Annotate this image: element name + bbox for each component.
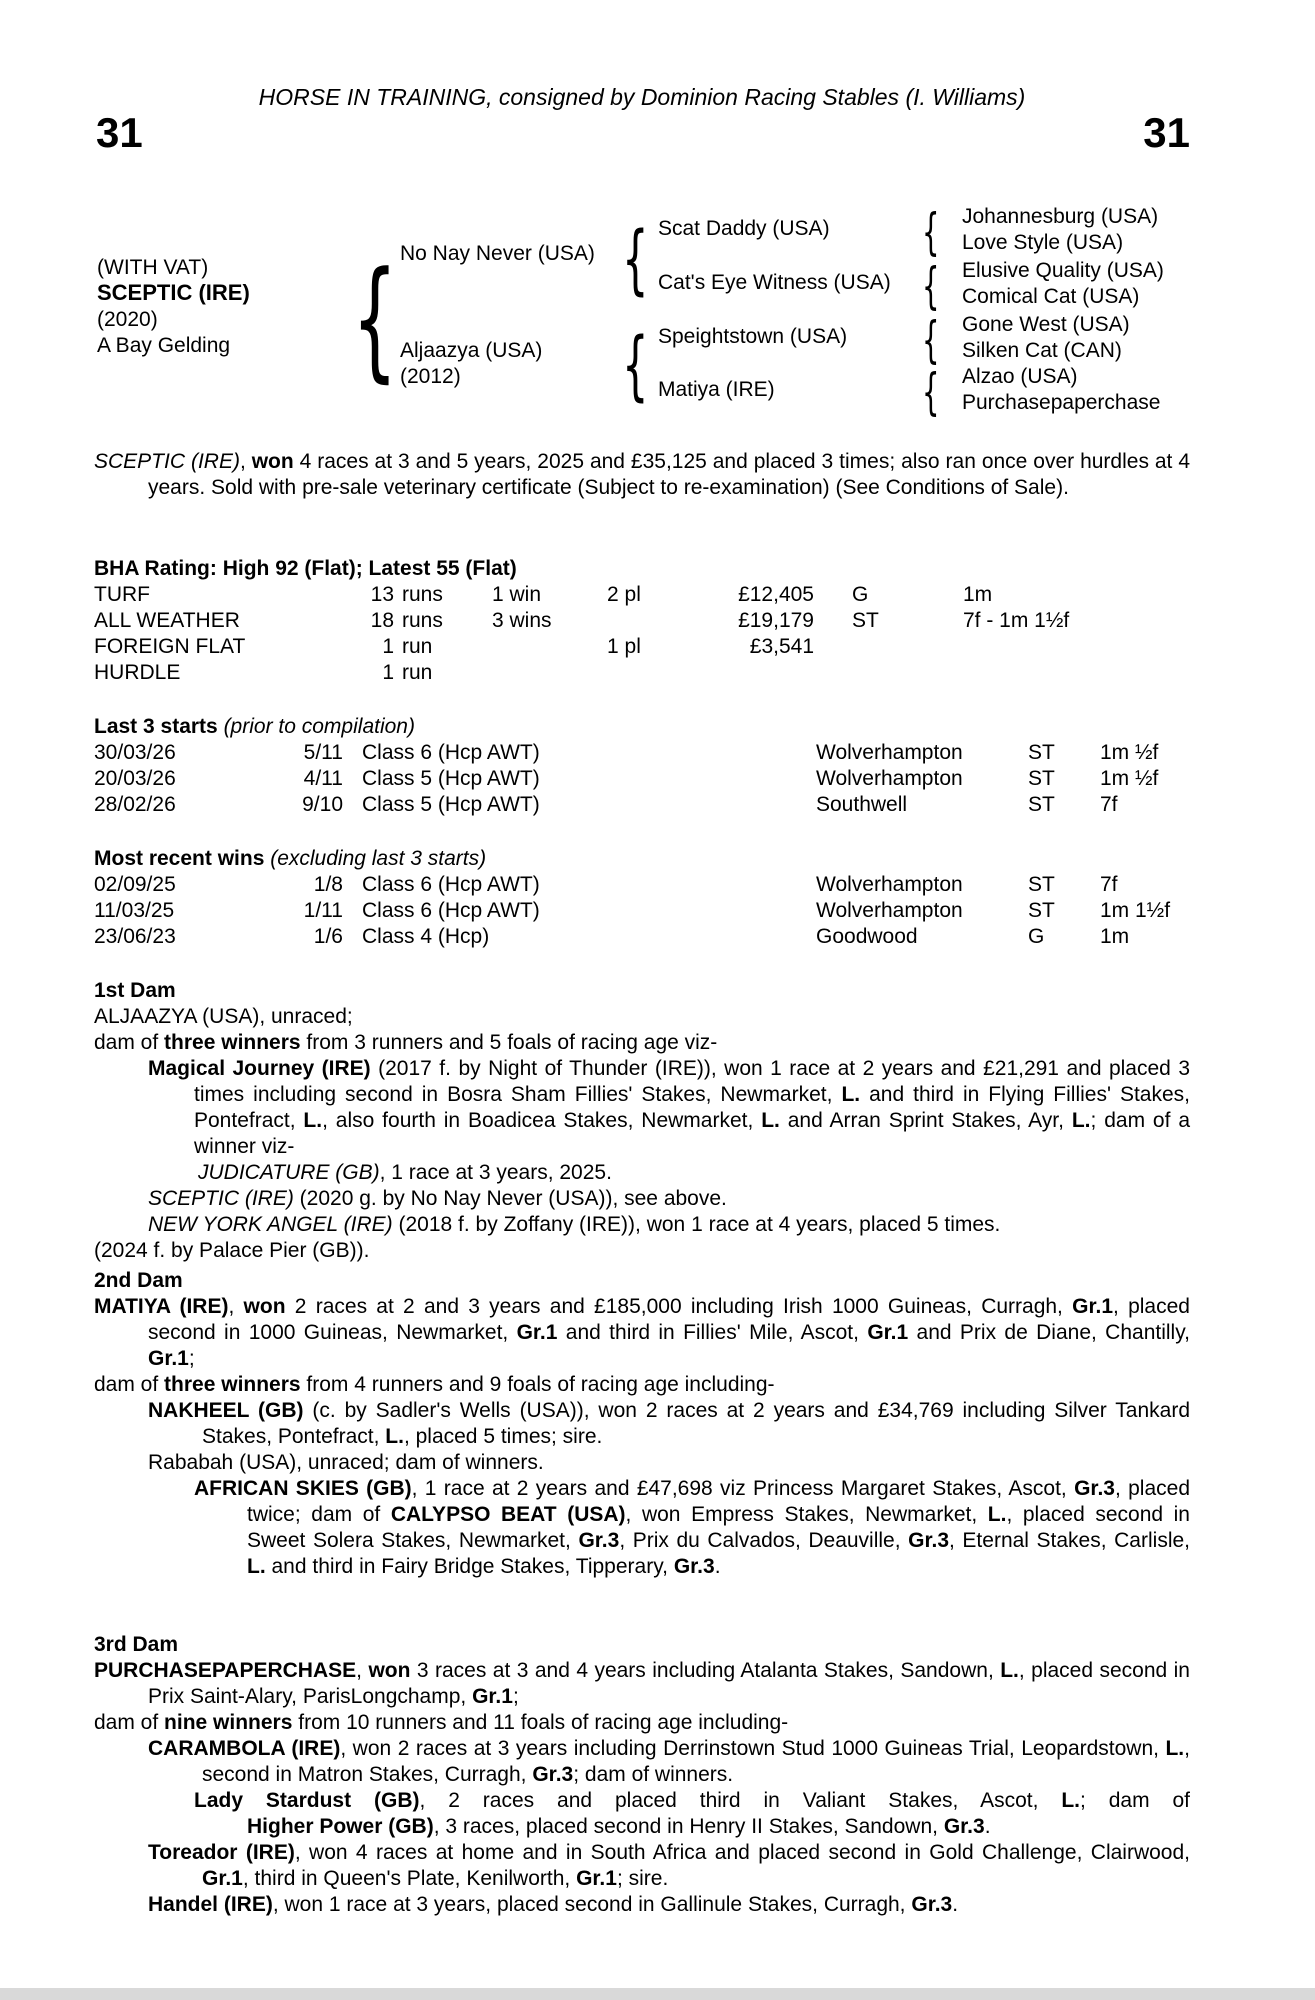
form-distance: 1m ½f — [1100, 767, 1159, 790]
form-distance: 1m — [1100, 925, 1130, 948]
form-race: Class 4 (Hcp) — [362, 925, 490, 948]
bha-distance: 7f - 1m 1½f — [963, 609, 1070, 632]
form-row — [94, 898, 1190, 924]
form-race: Class 6 (Hcp AWT) — [362, 741, 540, 764]
dam-line: MATIYA (IRE), won 2 races at 2 and 3 years and £185,000 including Irish 1000 Guineas, Curragh, Gr.1, placed second in 1000 Guineas, Newmarket, Gr.1 and third in Fillies' Mile, Ascot, Gr.1 and Prix de Diane, Chantilly, Gr.1; — [94, 1295, 1190, 1370]
bha-row — [94, 660, 1190, 686]
bha-category: TURF — [94, 583, 150, 606]
sire-sire-name: Scat Daddy (USA) — [658, 217, 830, 240]
sire-name: No Nay Never (USA) — [400, 242, 595, 265]
recent-wins-section — [94, 846, 1190, 950]
bha-runs-unit: run — [402, 635, 433, 658]
bha-row — [94, 582, 1190, 608]
dam-line: dam of three winners from 4 runners and 9 foals of racing age including- — [94, 1373, 775, 1396]
form-position: 1/6 — [313, 925, 343, 948]
bha-runs-unit: runs — [402, 583, 443, 606]
lot-number-left: 31 — [96, 109, 143, 156]
race-record-section — [94, 449, 1190, 501]
race-record-paragraph: SCEPTIC (IRE), won 4 races at 3 and 5 years, 2025 and £35,125 and placed 3 times; also ran once over hurdles at 4 years. Sold with pre-sale veterinary certificate (Subject to re-examination) (See Conditions of Sale). — [94, 450, 1190, 499]
bha-wins: 3 wins — [492, 609, 552, 632]
pedigree-brace-gp4 — [922, 363, 939, 421]
recent-wins-heading-label: Most recent wins — [94, 847, 265, 870]
bha-category: ALL WEATHER — [94, 609, 240, 632]
bha-distance: 1m — [963, 583, 993, 606]
produce-record: AFRICAN SKIES (GB), 1 race at 2 years and £47,698 viz Princess Margaret Stakes, Ascot, Gr.3, placed twice; dam of CALYPSO BEAT (USA), won Empress Stakes, Newmarket, L., placed second in Sweet Solera Stakes, Newmarket, Gr.3, Prix du Calvados, Deauville, Gr.3, Eternal Stakes, Carlisle, L. and third in Fairy Bridge Stakes, Tipperary, Gr.3. — [194, 1477, 1191, 1578]
recent-wins-heading-note: (excluding last 3 starts) — [264, 847, 487, 870]
form-course: Southwell — [816, 793, 908, 816]
second-dam-heading: 2nd Dam — [94, 1269, 183, 1292]
pedigree-brace-main — [352, 243, 397, 395]
sire-dam-name: Cat's Eye Witness (USA) — [658, 271, 891, 294]
bha-runs: 1 — [382, 635, 394, 658]
foaling-year: (2020) — [97, 308, 158, 331]
form-row — [94, 766, 1190, 792]
bha-runs: 1 — [382, 661, 394, 684]
bha-category: HURDLE — [94, 661, 181, 684]
dam-line: PURCHASEPAPERCHASE, won 3 races at 3 and 4 years including Atalanta Stakes, Sandown, L., placed second in Prix Saint-Alary, ParisLongchamp, Gr.1; — [94, 1659, 1190, 1708]
form-going: ST — [1028, 741, 1055, 764]
form-race: Class 5 (Hcp AWT) — [362, 767, 540, 790]
bha-earnings: £12,405 — [738, 583, 814, 606]
bha-category: FOREIGN FLAT — [94, 635, 246, 658]
form-date: 28/02/26 — [94, 793, 176, 816]
bha-row — [94, 608, 1190, 634]
produce-record: (2024 f. by Palace Pier (GB)). — [94, 1239, 370, 1262]
horse-name: SCEPTIC (IRE) — [97, 280, 250, 305]
great-grandparent-name: Alzao (USA) — [962, 365, 1078, 388]
form-race: Class 6 (Hcp AWT) — [362, 873, 540, 896]
form-row — [94, 740, 1190, 766]
produce-record: SCEPTIC (IRE) (2020 g. by No Nay Never (USA)), see above. — [148, 1187, 727, 1210]
form-course: Wolverhampton — [816, 899, 963, 922]
form-distance: 1m ½f — [1100, 741, 1159, 764]
form-distance: 7f — [1100, 793, 1118, 816]
third-dam-heading: 3rd Dam — [94, 1633, 179, 1656]
produce-record: Handel (IRE), won 1 race at 3 years, placed second in Gallinule Stakes, Curragh, Gr.3. — [148, 1893, 959, 1916]
form-date: 30/03/26 — [94, 741, 176, 764]
bha-places: 2 pl — [607, 583, 641, 606]
form-row — [94, 872, 1190, 898]
produce-record: Lady Stardust (GB), 2 races and placed third in Valiant Stakes, Ascot, L.; dam of — [194, 1789, 1190, 1812]
pedigree-brace-gp1 — [922, 203, 939, 261]
form-going: ST — [1028, 873, 1055, 896]
great-grandparent-name: Love Style (USA) — [962, 231, 1124, 254]
dam-name: Aljaazya (USA) — [400, 339, 543, 362]
produce-record: Higher Power (GB), 3 races, placed second in Henry II Stakes, Sandown, Gr.3. — [247, 1815, 991, 1838]
form-going: G — [1028, 925, 1045, 948]
form-distance: 1m 1½f — [1100, 899, 1171, 922]
pedigree-brace-sire — [622, 216, 649, 302]
last-starts-heading-note: (prior to compilation) — [217, 715, 415, 738]
great-grandparent-name: Silken Cat (CAN) — [962, 339, 1122, 362]
dam-line: dam of nine winners from 10 runners and 11 foals of racing age including- — [94, 1711, 789, 1734]
lot-number-right: 31 — [1143, 109, 1190, 156]
pedigree-brace-gp2 — [922, 257, 939, 315]
bha-places: 1 pl — [607, 635, 641, 658]
last-starts-heading — [94, 714, 1190, 740]
bha-rating-section — [94, 556, 1190, 686]
form-going: ST — [1028, 899, 1055, 922]
produce-record: Rababah (USA), unraced; dam of winners. — [148, 1451, 544, 1474]
bha-earnings: £19,179 — [738, 609, 814, 632]
form-position: 1/8 — [313, 873, 343, 896]
great-grandparent-name: Elusive Quality (USA) — [962, 259, 1164, 282]
dam-line: dam of three winners from 3 runners and 5 foals of racing age viz- — [94, 1031, 718, 1054]
form-distance: 7f — [1100, 873, 1118, 896]
recent-wins-heading — [94, 846, 1190, 872]
produce-record: NEW YORK ANGEL (IRE) (2018 f. by Zoffany (IRE)), won 1 race at 4 years, placed 5 times. — [148, 1213, 1001, 1236]
great-grandparent-name: Gone West (USA) — [962, 313, 1130, 336]
pedigree-diagram — [0, 0, 1315, 445]
dam-line: ALJAAZYA (USA), unraced; — [94, 1005, 353, 1028]
dam-year: (2012) — [400, 365, 461, 388]
great-grandparent-name: Comical Cat (USA) — [962, 285, 1140, 308]
bha-going: ST — [852, 609, 879, 632]
form-row — [94, 792, 1190, 818]
second-dam-section — [94, 1268, 1190, 1580]
vat-note: (WITH VAT) — [97, 256, 209, 279]
produce-record: CARAMBOLA (IRE), won 2 races at 3 years including Derrinstown Stud 1000 Guineas Trial, Leopardstown, L., second in Matron Stakes, Curragh, Gr.3; dam of winners. — [148, 1737, 1190, 1786]
form-row — [94, 924, 1190, 950]
dam-dam-name: Matiya (IRE) — [658, 378, 775, 401]
page-title: HORSE IN TRAINING, consigned by Dominion Racing Stables (I. Williams) — [258, 84, 1026, 110]
page-bottom-edge — [0, 1988, 1315, 2000]
first-dam-section — [94, 978, 1190, 1264]
pedigree-brace-dam — [622, 322, 649, 408]
bha-runs: 18 — [370, 609, 394, 632]
form-course: Wolverhampton — [816, 741, 963, 764]
first-dam-heading: 1st Dam — [94, 979, 176, 1002]
produce-record: NAKHEEL (GB) (c. by Sadler's Wells (USA)), won 2 races at 2 years and £34,769 including Silver Tankard Stakes, Pontefract, L., placed 5 times; sire. — [148, 1399, 1191, 1448]
bha-runs: 13 — [370, 583, 394, 606]
last-starts-heading-label: Last 3 starts — [94, 715, 218, 738]
form-date: 23/06/23 — [94, 925, 176, 948]
form-race: Class 6 (Hcp AWT) — [362, 899, 540, 922]
produce-record: JUDICATURE (GB), 1 race at 3 years, 2025. — [198, 1161, 612, 1184]
produce-record: Magical Journey (IRE) (2017 f. by Night of Thunder (IRE)), won 1 race at 2 years and £21,291 and placed 3 times including second in Bosra Sham Fillies' Stakes, Newmarket, L. and third in Flying Fillies' Stakes, Pontefract, L., also fourth in Boadicea Stakes, Newmarket, L. and Arran Sprint Stakes, Ayr, L.; dam of a winner viz- — [148, 1057, 1190, 1158]
form-date: 11/03/25 — [94, 899, 175, 922]
bha-runs-unit: runs — [402, 609, 443, 632]
form-position: 1/11 — [303, 899, 343, 922]
form-position: 4/11 — [303, 767, 343, 790]
form-race: Class 5 (Hcp AWT) — [362, 793, 540, 816]
form-date: 20/03/26 — [94, 767, 176, 790]
form-going: ST — [1028, 767, 1055, 790]
produce-record: Toreador (IRE), won 4 races at home and in South Africa and placed second in Gold Challenge, Clairwood, Gr.1, third in Queen's Plate, Kenilworth, Gr.1; sire. — [148, 1841, 1190, 1890]
horse-description: A Bay Gelding — [97, 334, 231, 357]
form-date: 02/09/25 — [94, 873, 176, 896]
bha-row — [94, 634, 1190, 660]
form-course: Goodwood — [816, 925, 918, 948]
great-grandparent-name: Johannesburg (USA) — [962, 205, 1159, 228]
form-position: 9/10 — [302, 793, 343, 816]
pedigree-brace-gp3 — [922, 311, 939, 369]
form-going: ST — [1028, 793, 1055, 816]
last-starts-section — [94, 714, 1190, 818]
dam-sire-name: Speightstown (USA) — [658, 325, 848, 348]
third-dam-section — [94, 1632, 1190, 1918]
great-grandparent-name: Purchasepaperchase — [962, 391, 1161, 414]
form-position: 5/11 — [303, 741, 343, 764]
form-course: Wolverhampton — [816, 767, 963, 790]
form-course: Wolverhampton — [816, 873, 963, 896]
bha-earnings: £3,541 — [749, 635, 814, 658]
bha-going: G — [852, 583, 869, 606]
bha-rating-heading: BHA Rating: High 92 (Flat); Latest 55 (Flat) — [94, 557, 517, 580]
bha-wins: 1 win — [492, 583, 542, 606]
bha-runs-unit: run — [402, 661, 433, 684]
